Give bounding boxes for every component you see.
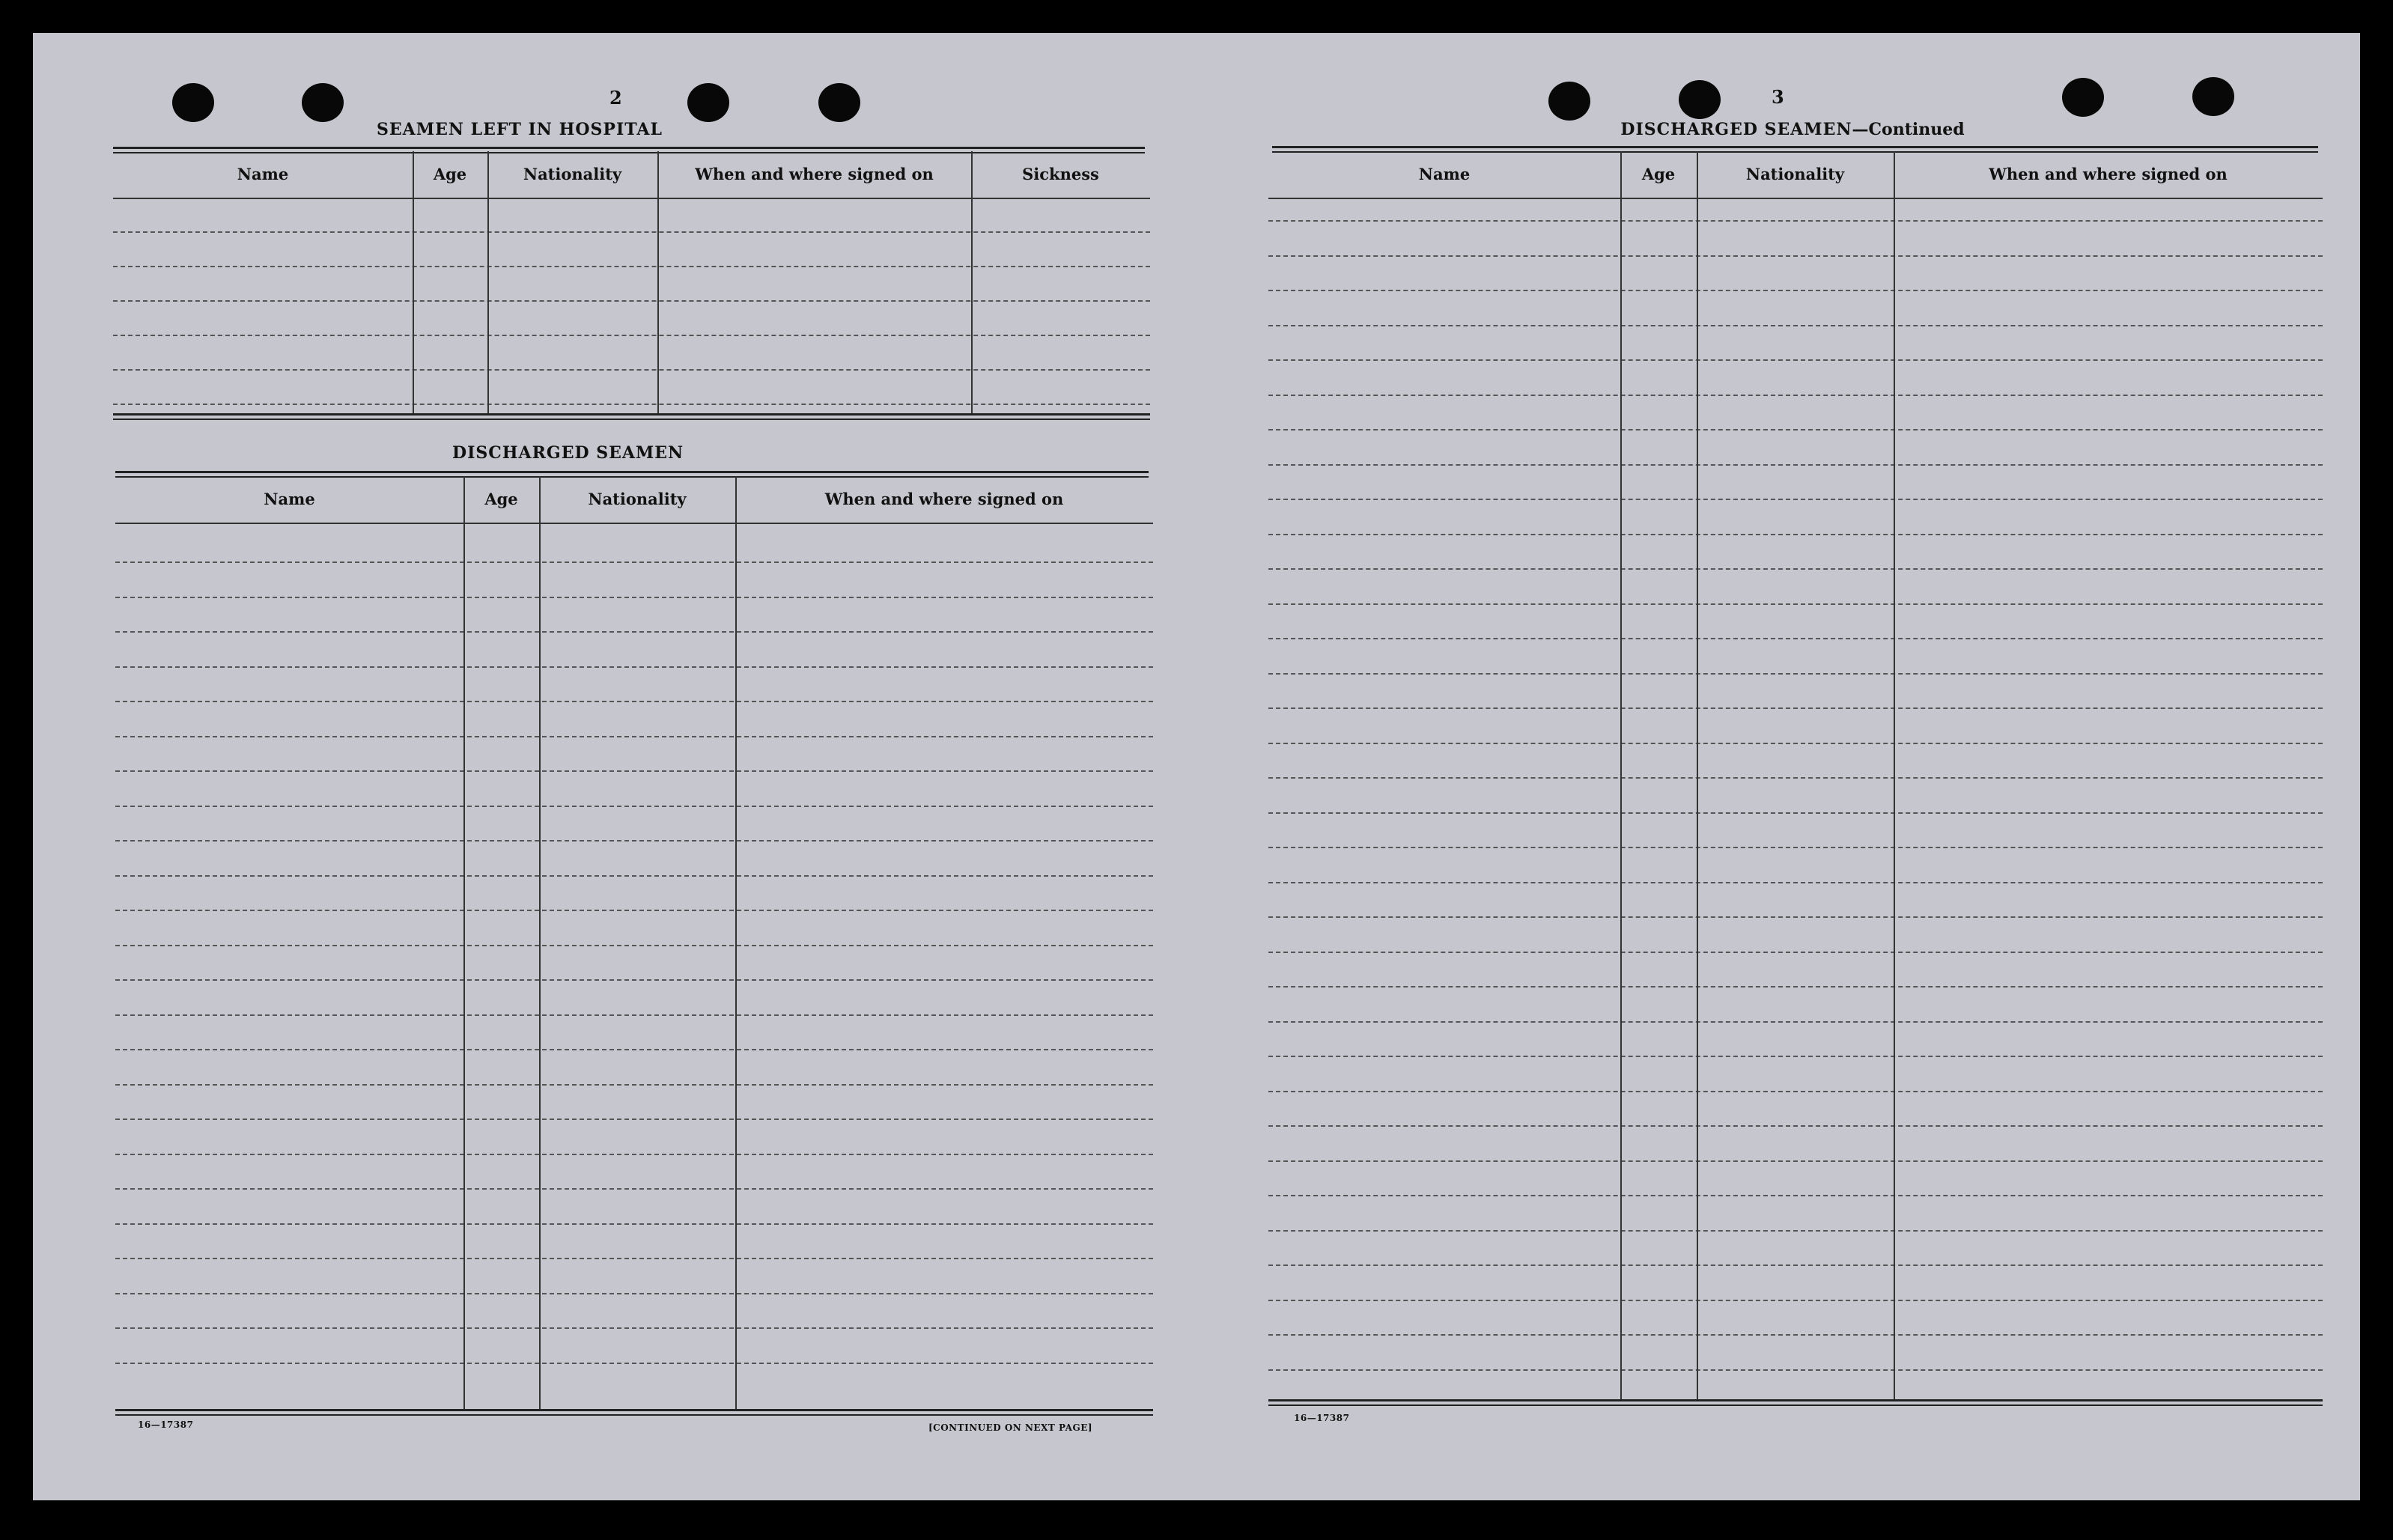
column-header: Nationality xyxy=(588,490,687,508)
column-header: Name xyxy=(237,165,289,183)
column-divider xyxy=(657,151,659,413)
table-row xyxy=(115,1223,1153,1225)
table-row xyxy=(113,369,1150,371)
table-row xyxy=(115,1363,1153,1364)
table-row xyxy=(1268,673,2323,675)
table-row xyxy=(113,266,1150,267)
discharged-continued-suffix: —Continued xyxy=(1852,120,1965,139)
discharged-continued-title-main: DISCHARGED SEAMEN xyxy=(1620,120,1852,139)
punch-hole xyxy=(1679,80,1721,119)
punch-hole xyxy=(687,83,729,122)
discharged-continued-title xyxy=(1530,120,2055,139)
table-row xyxy=(1268,1334,2323,1336)
table-row xyxy=(113,404,1150,405)
table-row xyxy=(115,1119,1153,1120)
document-sheet xyxy=(33,33,2360,1500)
table-row xyxy=(1268,499,2323,500)
column-header: Name xyxy=(264,490,315,508)
column-divider xyxy=(971,151,973,413)
table-row xyxy=(1268,464,2323,466)
form-number: 16—17387 xyxy=(1294,1413,1350,1423)
table-row xyxy=(113,231,1150,233)
table-row xyxy=(113,300,1150,302)
page-number: 2 xyxy=(609,87,622,109)
table-row xyxy=(1268,395,2323,396)
table-row xyxy=(115,597,1153,598)
table-row xyxy=(115,1327,1153,1329)
table-bottom-rule xyxy=(1268,1399,2323,1406)
table-row xyxy=(115,910,1153,911)
table-row xyxy=(115,561,1153,563)
punch-hole xyxy=(818,83,860,122)
table-row xyxy=(115,1188,1153,1190)
table-row xyxy=(1268,290,2323,291)
table-bottom-rule xyxy=(113,413,1150,420)
form-number: 16—17387 xyxy=(138,1419,194,1430)
table-row xyxy=(1268,882,2323,883)
table-row xyxy=(1268,986,2323,987)
column-header: Age xyxy=(433,165,467,183)
column-header: Sickness xyxy=(1022,165,1099,183)
table-row xyxy=(1268,952,2323,953)
table-row xyxy=(1268,220,2323,222)
column-divider xyxy=(463,476,465,1409)
table-row xyxy=(115,945,1153,946)
column-header: Nationality xyxy=(523,165,622,183)
column-header: Nationality xyxy=(1745,165,1845,183)
column-header: Age xyxy=(484,490,518,508)
table-row xyxy=(1268,1125,2323,1127)
table-row xyxy=(1268,1300,2323,1301)
table-row xyxy=(115,701,1153,702)
column-divider xyxy=(539,476,541,1409)
punch-hole xyxy=(2062,78,2104,117)
table-row xyxy=(115,631,1153,633)
table-row xyxy=(115,1154,1153,1155)
table-row xyxy=(1268,325,2323,326)
table-row xyxy=(113,335,1150,336)
punch-hole xyxy=(1548,82,1590,121)
table-row xyxy=(115,1293,1153,1294)
column-divider xyxy=(1697,151,1698,1399)
table-row xyxy=(115,1014,1153,1016)
table-row xyxy=(115,979,1153,981)
table-row xyxy=(1268,255,2323,257)
header-divider xyxy=(113,198,1150,199)
table-row xyxy=(1268,777,2323,779)
table-row xyxy=(115,666,1153,668)
header-divider xyxy=(115,523,1153,524)
table-row xyxy=(1268,1091,2323,1092)
column-header: Age xyxy=(1641,165,1676,183)
column-header: Name xyxy=(1418,165,1471,183)
table-row xyxy=(1268,707,2323,709)
table-row xyxy=(1268,812,2323,814)
table-row xyxy=(115,840,1153,841)
table-row xyxy=(115,875,1153,877)
table-row xyxy=(1268,847,2323,848)
punch-hole xyxy=(302,83,344,122)
table-row xyxy=(1268,1264,2323,1266)
table-bottom-rule xyxy=(115,1409,1153,1416)
discharged-section-title: DISCHARGED SEAMEN xyxy=(452,443,684,463)
column-divider xyxy=(1620,151,1622,1399)
table-row xyxy=(115,1258,1153,1259)
table-row xyxy=(1268,1021,2323,1023)
column-header: When and where signed on xyxy=(1989,165,2228,183)
column-divider xyxy=(413,151,414,413)
table-row xyxy=(1268,916,2323,918)
table-row xyxy=(1268,1369,2323,1371)
header-divider xyxy=(1268,198,2323,199)
hospital-section-title: SEAMEN LEFT IN HOSPITAL xyxy=(377,120,663,139)
table-row xyxy=(1268,429,2323,430)
column-divider xyxy=(1894,151,1895,1399)
column-header: When and where signed on xyxy=(824,490,1064,508)
table-row xyxy=(1268,1195,2323,1196)
table-row xyxy=(115,806,1153,807)
column-divider xyxy=(487,151,489,413)
table-row xyxy=(115,770,1153,772)
table-row xyxy=(115,1084,1153,1086)
table-row xyxy=(1268,359,2323,361)
table-row xyxy=(1268,568,2323,570)
punch-hole xyxy=(2192,77,2234,116)
table-row xyxy=(1268,534,2323,535)
table-row xyxy=(115,1049,1153,1050)
page-number: 3 xyxy=(1772,86,1784,108)
table-row xyxy=(1268,603,2323,605)
table-row xyxy=(1268,1056,2323,1057)
table-row xyxy=(1268,638,2323,639)
table-row xyxy=(115,736,1153,737)
punch-hole xyxy=(172,83,214,122)
continued-note: [CONTINUED ON NEXT PAGE] xyxy=(928,1422,1093,1433)
table-row xyxy=(1268,1230,2323,1232)
column-header: When and where signed on xyxy=(695,165,934,183)
column-divider xyxy=(735,476,737,1409)
table-row xyxy=(1268,1160,2323,1162)
table-row xyxy=(1268,743,2323,744)
